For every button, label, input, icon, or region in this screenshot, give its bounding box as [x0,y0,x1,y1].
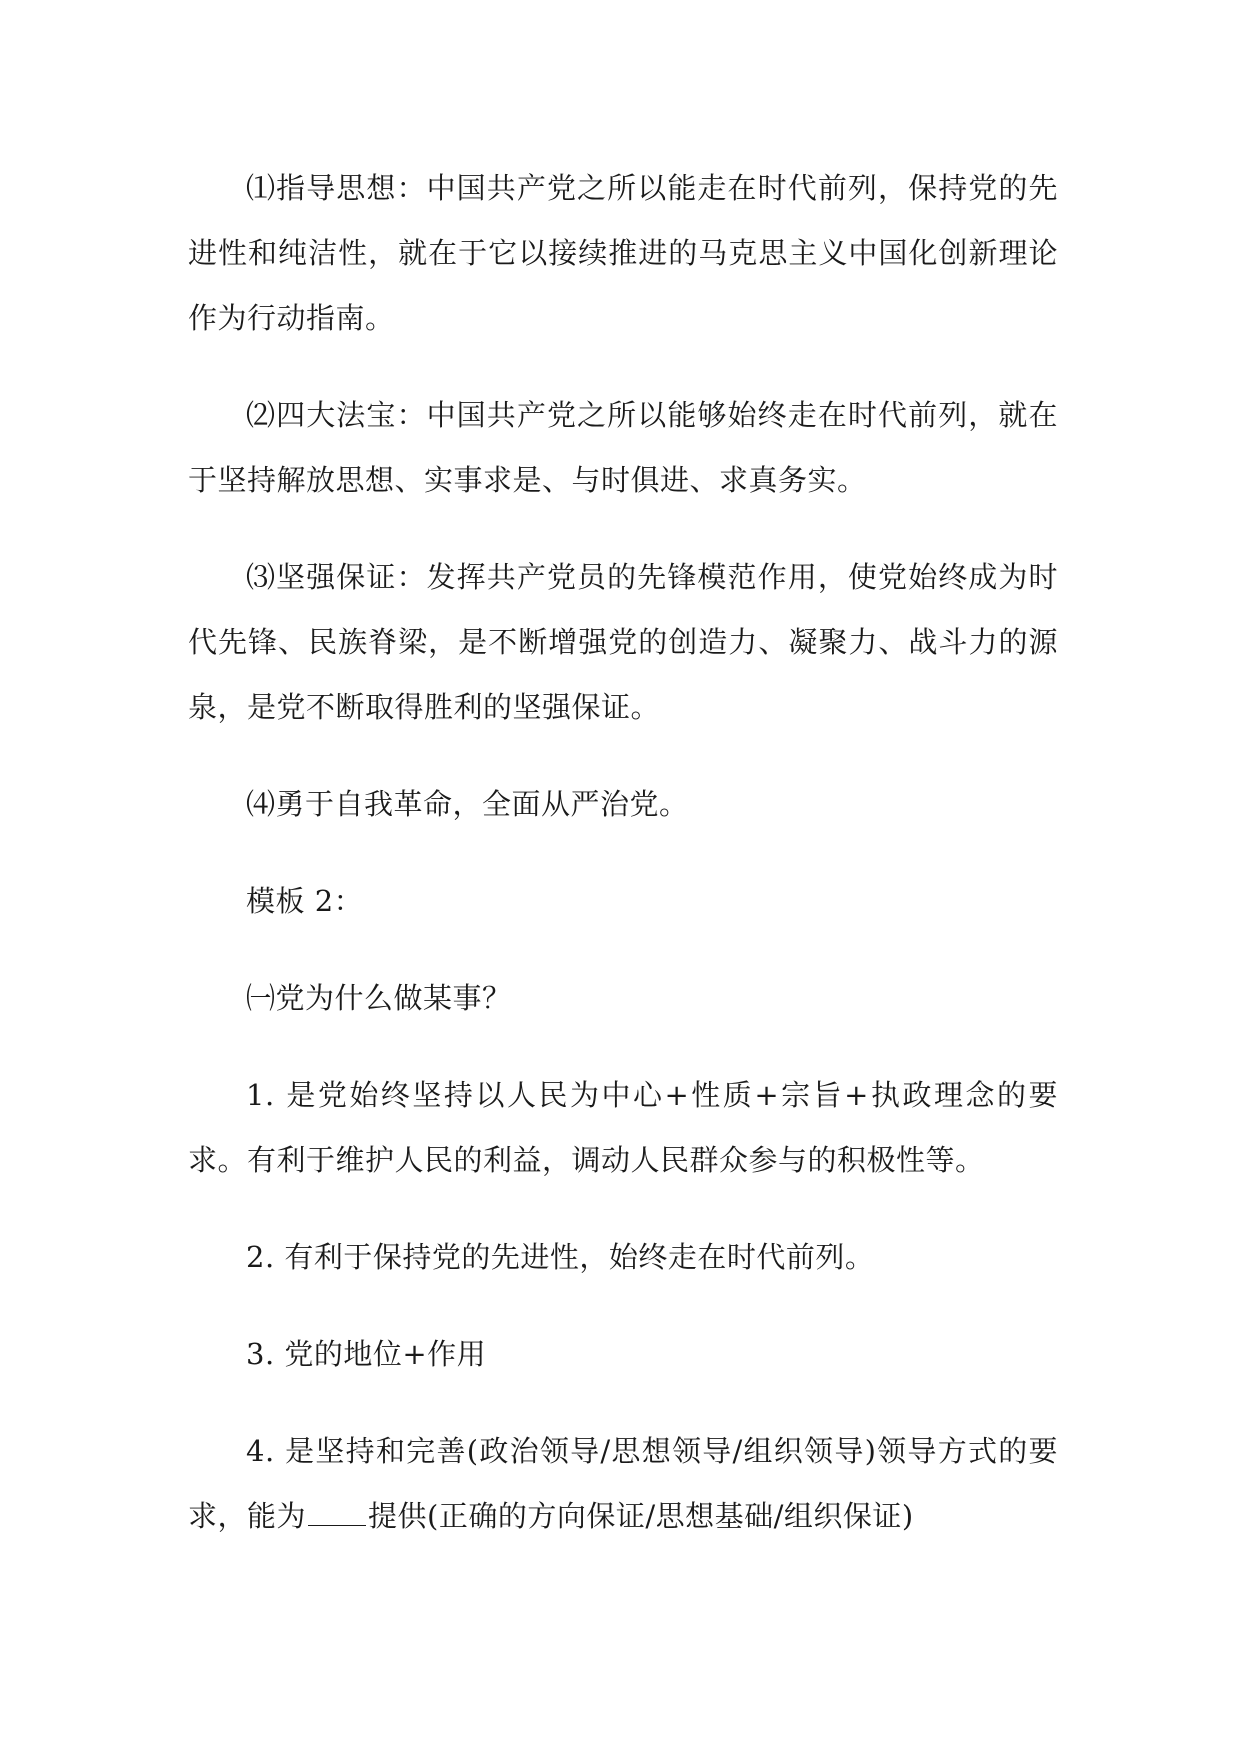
list-item-4-part1: 4. 是坚持和完善(政治领导/思想领导/组织领导)领导方式的要求，能为 [188,1434,1058,1533]
paragraph-guiding-ideology: ⑴指导思想：中国共产党之所以能走在时代前列，保持党的先进性和纯洁性，就在于它以接续推进的马克思主义中国化创新理论作为行动指南。 [188,171,1058,335]
list-item-2: 2. 有利于保持党的先进性，始终走在时代前列。 [246,1240,875,1274]
template-heading: 模板 2： [246,884,364,918]
paragraph-four-magic-weapons: ⑵四大法宝：中国共产党之所以能够始终走在时代前列，就在于坚持解放思想、实事求是、与时俱进、求真务实。 [188,398,1058,497]
list-item-4 [188,1419,1058,1549]
paragraph-strong-guarantee: ⑶坚强保证：发挥共产党员的先锋模范作用，使党始终成为时代先锋、民族脊梁，是不断增强党的创造力、凝聚力、战斗力的源泉，是党不断取得胜利的坚强保证。 [188,560,1058,724]
list-item-3: 3. 党的地位+作用 [246,1337,487,1371]
section-heading-why: ㈠党为什么做某事？ [246,981,512,1015]
list-item-1: 1. 是党始终坚持以人民为中心+性质+宗旨+执政理念的要求。有利于维护人民的利益，调动人民群众参与的积极性等。 [188,1078,1058,1177]
document-body [188,156,1058,1581]
fill-in-blank [308,1501,366,1526]
list-item-4-part2: 提供(正确的方向保证/思想基础/组织保证) [368,1499,914,1533]
paragraph-self-revolution: ⑷勇于自我革命，全面从严治党。 [246,787,689,821]
